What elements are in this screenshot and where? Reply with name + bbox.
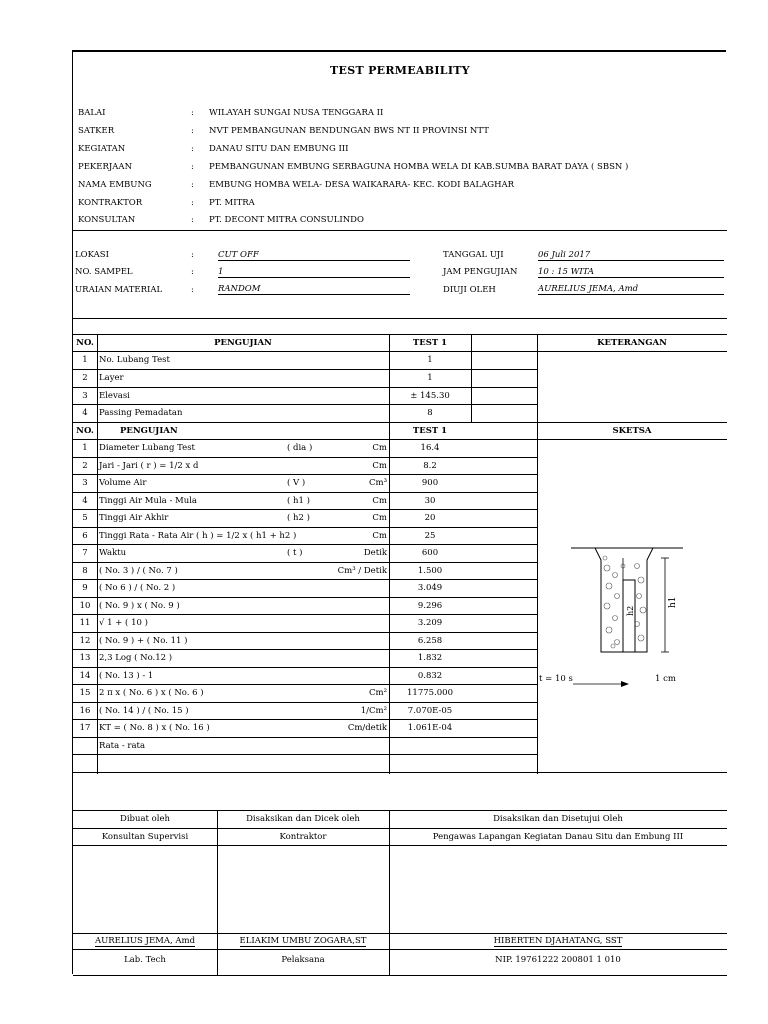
- row-value: 1: [427, 355, 433, 365]
- row-symbol: ( V ): [287, 478, 306, 488]
- row-description: KT = ( No. 8 ) x ( No. 16 ): [99, 723, 210, 733]
- row-description: Elevasi: [99, 391, 130, 401]
- table-row-line: [73, 492, 537, 493]
- row-value: 1: [427, 373, 433, 383]
- column-header: NO.: [76, 426, 94, 436]
- signer-org: Pengawas Lapangan Kegiatan Danau Situ dan Embung III: [432, 832, 684, 842]
- row-value: 7.070E-05: [407, 705, 453, 716]
- table-row-line: [73, 737, 537, 738]
- row-number: 14: [79, 670, 91, 681]
- row-unit: Cm: [372, 513, 387, 523]
- row-number: 2: [82, 373, 88, 383]
- colon: :: [191, 250, 194, 260]
- row-unit: Cm: [372, 460, 387, 471]
- row-value: 20: [424, 513, 436, 523]
- header-label: NAMA EMBUNG: [78, 180, 152, 190]
- table-border: [73, 334, 727, 335]
- column-header: TEST 1: [412, 426, 448, 436]
- signer-name: AURELIUS JEMA, Amd: [94, 936, 196, 946]
- column-header: NO.: [76, 338, 94, 348]
- signer-org: Konsultan Supervisi: [101, 832, 189, 842]
- info-value: 10 : 15 WITA: [538, 267, 724, 278]
- table-row-line: [73, 649, 537, 650]
- row-symbol: ( t ): [287, 548, 303, 558]
- table-row-line: [73, 754, 537, 755]
- header-label: KONSULTAN: [78, 215, 136, 225]
- table-row-line: [73, 457, 537, 458]
- colon: :: [191, 180, 194, 190]
- table-border: [73, 351, 727, 352]
- table-border: [73, 369, 537, 370]
- header-value: PT. MITRA: [209, 198, 255, 208]
- row-description: Tinggi Rata - Rata Air ( h ) = 1/2 x ( h1 + h2 ): [99, 530, 297, 541]
- row-description: 2,3 Log ( No.12 ): [99, 653, 173, 663]
- row-unit: Cm³ / Detik: [337, 565, 387, 576]
- divider: [73, 975, 727, 976]
- row-description: Diameter Lubang Test: [99, 443, 195, 453]
- header-value: DANAU SITU DAN EMBUNG III: [209, 144, 349, 154]
- row-value: 8: [427, 408, 433, 418]
- signer-title: Lab. Tech: [124, 955, 166, 965]
- row-number: 11: [79, 618, 91, 628]
- table-border: [389, 334, 390, 774]
- column-header: SKETSA: [612, 426, 652, 436]
- table-row-line: [73, 632, 537, 633]
- row-description: Jari - Jari ( r ) = 1/2 x d: [99, 460, 199, 471]
- row-symbol: ( h2 ): [287, 513, 310, 523]
- scale-time-label: t = 10 s: [539, 674, 573, 684]
- row-description: ( No. 14 ) / ( No. 15 ): [99, 705, 189, 716]
- colon: :: [191, 285, 194, 295]
- row-description: ( No. 13 ) - 1: [99, 670, 154, 681]
- header-label: PEKERJAAN: [78, 162, 133, 172]
- row-description: No. Lubang Test: [99, 355, 170, 365]
- row-value: 1.061E-04: [407, 723, 453, 733]
- row-number: 8: [82, 565, 88, 576]
- divider: [73, 828, 727, 829]
- row-number: 9: [82, 583, 88, 593]
- divider: [73, 949, 727, 950]
- header-value: EMBUNG HOMBA WELA- DESA WAIKARARA- KEC. KODI BALAGHAR: [209, 180, 515, 190]
- row-number: 3: [82, 391, 88, 401]
- row-value: 16.4: [420, 443, 440, 453]
- divider: [73, 230, 727, 231]
- row-unit: Cm: [372, 495, 387, 506]
- row-value: 8.2: [423, 460, 437, 471]
- table-row-line: [73, 597, 537, 598]
- header-label: SATKER: [78, 126, 115, 136]
- row-unit: Cm: [372, 443, 387, 453]
- row-number: 7: [82, 548, 88, 558]
- header-value: WILAYAH SUNGAI NUSA TENGGARA II: [209, 108, 384, 118]
- scale-length-label: 1 cm: [655, 674, 676, 684]
- table-border: [73, 404, 537, 405]
- row-number: 6: [82, 530, 88, 541]
- info-label: LOKASI: [75, 250, 109, 260]
- signer-role: Dibuat oleh: [120, 814, 170, 824]
- row-number: 4: [82, 495, 88, 506]
- h2-label: h2: [626, 605, 635, 616]
- row-value: 1.832: [417, 653, 443, 663]
- row-value: 6.258: [417, 635, 443, 646]
- row-description: Waktu: [99, 548, 127, 558]
- row-description: Passing Pemadatan: [99, 408, 183, 418]
- row-description: Tinggi Air Akhir: [99, 513, 169, 523]
- table-row-line: [73, 667, 537, 668]
- divider: [73, 845, 727, 846]
- table-row-line: [73, 614, 537, 615]
- sketch-diagram: [537, 440, 727, 700]
- colon: :: [191, 144, 194, 154]
- table-border: [471, 334, 472, 422]
- colon: :: [191, 162, 194, 172]
- row-unit: Cm²: [369, 688, 387, 698]
- signer-role: Disaksikan dan Disetujui Oleh: [493, 814, 623, 824]
- table-border: [73, 422, 727, 423]
- row-number: 12: [79, 635, 91, 646]
- colon: :: [191, 108, 194, 118]
- signer-title: Pelaksana: [281, 955, 325, 965]
- column-header: TEST 1: [412, 338, 448, 348]
- row-number: 10: [79, 600, 91, 611]
- table-row-line: [73, 719, 537, 720]
- row-unit: 1/Cm²: [360, 705, 387, 716]
- row-unit: Detik: [363, 548, 387, 558]
- table-row-line: [73, 562, 537, 563]
- row-value: 600: [421, 548, 439, 558]
- table-row-line: [73, 509, 537, 510]
- row-value: 11775.000: [407, 688, 453, 698]
- row-number: 4: [82, 408, 88, 418]
- table-row-line: [73, 702, 537, 703]
- row-symbol: ( dia ): [287, 443, 313, 453]
- row-value: 30: [424, 495, 436, 506]
- row-number: 17: [79, 723, 91, 733]
- signer-name: HIBERTEN DJAHATANG, SST: [493, 936, 623, 946]
- info-value: CUT OFF: [218, 250, 410, 261]
- row-value: 1.500: [417, 565, 443, 576]
- table-row-line: [73, 579, 537, 580]
- header-value: PT. DECONT MITRA CONSULINDO: [209, 215, 364, 225]
- row-value: 3.209: [417, 618, 443, 628]
- row-number: 13: [79, 653, 91, 663]
- row-value: 9.296: [417, 600, 443, 611]
- row-value: 25: [424, 530, 436, 541]
- header-value: NVT PEMBANGUNAN BENDUNGAN BWS NT II PROVINSI NTT: [209, 126, 489, 136]
- colon: :: [191, 198, 194, 208]
- divider: [73, 810, 727, 811]
- h1-label: h1: [668, 596, 678, 608]
- info-value: 1: [218, 267, 410, 278]
- colon: :: [191, 215, 194, 225]
- row-number: 2: [82, 460, 88, 471]
- row-number: 15: [79, 688, 91, 698]
- signer-org: Kontraktor: [279, 832, 327, 842]
- column-header: PENGUJIAN: [214, 338, 272, 348]
- row-number: 16: [79, 705, 91, 716]
- table-border: [73, 318, 727, 319]
- colon: :: [191, 126, 194, 136]
- row-number: 5: [82, 513, 88, 523]
- info-label: NO. SAMPEL: [75, 267, 133, 277]
- row-unit: Cm/detik: [347, 723, 387, 733]
- row-value: 0.832: [417, 670, 443, 681]
- table-border: [97, 334, 98, 774]
- row-description: ( No 6 ) / ( No. 2 ): [99, 583, 176, 593]
- info-value: AURELIUS JEMA, Amd: [538, 284, 724, 295]
- divider: [73, 933, 727, 934]
- info-label: URAIAN MATERIAL: [75, 285, 163, 295]
- row-value: ± 145.30: [410, 391, 450, 401]
- table-row-line: [73, 544, 537, 545]
- row-description: ( No. 9 ) x ( No. 9 ): [99, 600, 180, 611]
- info-label: JAM PENGUJIAN: [443, 267, 518, 277]
- row-number: 3: [82, 478, 88, 488]
- row-value: 3.049: [417, 583, 443, 593]
- table-row-line: [73, 527, 537, 528]
- header-label: BALAI: [78, 108, 106, 118]
- signer-name: ELIAKIM UMBU ZOGARA,ST: [239, 936, 367, 946]
- header-label: KONTRAKTOR: [78, 198, 143, 208]
- colon: :: [191, 267, 194, 277]
- header-value: PEMBANGUNAN EMBUNG SERBAGUNA HOMBA WELA DI KAB.SUMBA BARAT DAYA ( SBSN ): [209, 162, 629, 172]
- signer-title: NIP. 19761222 200801 1 010: [495, 955, 621, 965]
- info-value: 06 Juli 2017: [538, 250, 724, 261]
- signer-role: Disaksikan dan Dicek oleh: [246, 814, 360, 824]
- info-label: TANGGAL UJI: [443, 250, 504, 260]
- row-number: 1: [82, 355, 88, 365]
- row-description: Volume Air: [99, 478, 147, 488]
- document-title: TEST PERMEABILITY: [330, 64, 470, 77]
- row-description: Tinggi Air Mula - Mula: [99, 495, 197, 506]
- info-value: RANDOM: [218, 284, 410, 295]
- row-description: Layer: [99, 373, 124, 383]
- row-description: ( No. 9 ) + ( No. 11 ): [99, 635, 188, 646]
- row-number: 1: [82, 443, 88, 453]
- info-label: DIUJI OLEH: [443, 285, 496, 295]
- table-border: [73, 387, 537, 388]
- row-symbol: ( h1 ): [287, 495, 310, 506]
- table-row-line: [73, 474, 537, 475]
- row-description: 2 π x ( No. 6 ) x ( No. 6 ): [99, 688, 204, 698]
- row-description: √ 1 + ( 10 ): [99, 618, 148, 628]
- table-row-line: [73, 684, 537, 685]
- row-unit: Cm: [372, 530, 387, 541]
- row-unit: Cm³: [369, 478, 387, 488]
- header-label: KEGIATAN: [78, 144, 126, 154]
- row-description: ( No. 3 ) / ( No. 7 ): [99, 565, 178, 576]
- table-row-line: [73, 772, 727, 773]
- permeability-test-sheet: [72, 50, 726, 974]
- row-value: 900: [421, 478, 439, 488]
- average-label: Rata - rata: [99, 740, 146, 751]
- column-header: PENGUJIAN: [120, 426, 178, 436]
- column-header: KETERANGAN: [597, 338, 667, 348]
